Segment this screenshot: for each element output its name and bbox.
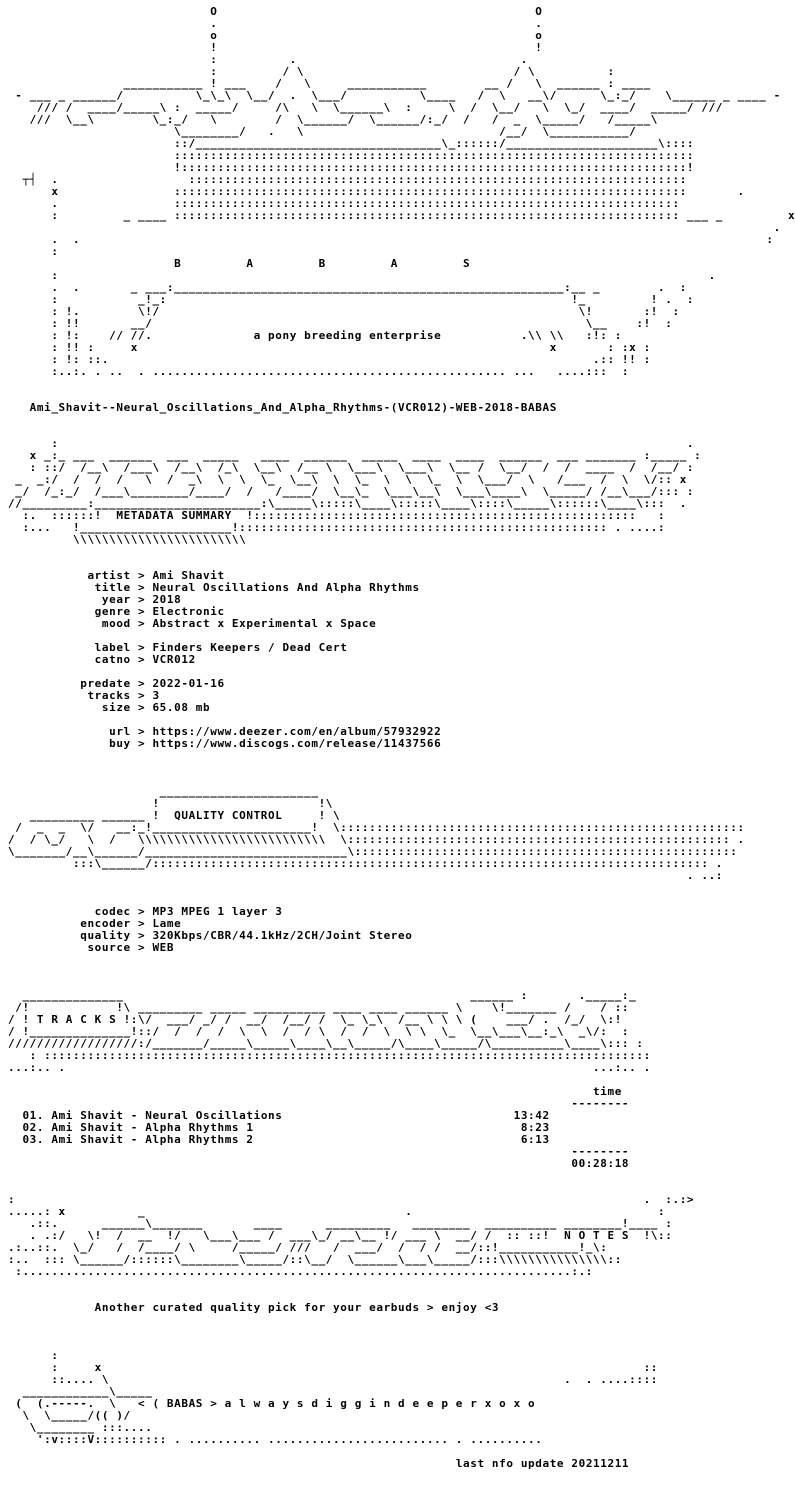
- meta-size-value: 65.08 mb: [152, 701, 211, 714]
- notes-heading-row: . .:/ \! / __ !/ \___\___ / ___\_/ __\__ !/ ___ \ __/ / :: ::! N O T E S !\::: [8, 1229, 673, 1242]
- track-time: 13:42: [513, 1109, 550, 1122]
- qc-encoder: encoder > Lame: [8, 917, 182, 930]
- track-number: 03.: [22, 1133, 45, 1146]
- track-name: Ami Shavit - Neural Oscillations: [51, 1109, 283, 1122]
- nfo-document: [8, 6, 795, 1470]
- footer-motto-row: ( (.-----. \ < ( BABAS > a l w a y s d i g g i n d e e p e r x o x o: [8, 1397, 536, 1410]
- metadata-banner-art: : . x _:_ ___ ______ ___ _____ ____ ______ _____ ____ ____ ______ ___ _______ :_____ : : ::/ /__\ /___\ /__\ /_\ \__\ /__ \ \___\ \___\ \__ / \__/ / / ____ / /__/ : _ _:/ / / / \ / _\ \ \ \_ \__\ \ \_ \ \ \_ \ \___/ \ /___ / \ \/:: x _/ /_:_/ /___\________/____/ / /____/ \__\_ \___\__\ \___\____\ \_____/ /__\___/::: : //_________:_______________________:\_____\:::::\____\:::::\____\::::\_____\::::::\____\::: .: [8, 437, 702, 510]
- meta-artist-value: Ami Shavit: [152, 569, 225, 582]
- meta-label: label > Finders Keepers / Dead Cert: [8, 641, 348, 654]
- tracks-total-rule: --------: [8, 1145, 630, 1158]
- tagline: a pony breeding enterprise: [253, 329, 442, 342]
- quality-heading-row: _________ ______ ! QUALITY CONTROL ! \: [8, 809, 341, 822]
- tracks-time-header: time: [593, 1085, 622, 1098]
- meta-predate: predate > 2022-01-16: [8, 677, 225, 690]
- release-name: Ami_Shavit--Neural_Oscillations_And_Alpha_Rhythms-(VCR012)-WEB-2018-BABAS: [29, 401, 557, 414]
- tracks-heading-row: / ! T R A C K S !:\/ ___/ _/ / __/ /__/ / \_ \_\ /__ \ \ \ ( ___/ . /_/ \:!: [8, 1013, 622, 1026]
- footer-motto: < ( BABAS > a l w a y s d i g g i n d e e p e r x o x o: [138, 1397, 536, 1410]
- tagline-row: : !: // //. a pony breeding enterprise .\\ \\ :!: :: [8, 329, 622, 342]
- meta-size: size > 65.08 mb: [8, 701, 211, 714]
- meta-catno-value: VCR012: [152, 653, 196, 666]
- meta-url-value: https://www.deezer.com/en/album/57932922: [152, 725, 442, 738]
- meta-mood: mood > Abstract x Experimental x Space: [8, 617, 377, 630]
- last-update: last nfo update 20211211: [455, 1457, 630, 1470]
- meta-genre-value: Electronic: [152, 605, 225, 618]
- meta-tracks-value: 3: [152, 689, 160, 702]
- notes-banner-art: .:..::. \_/ / /____/ \ /_____/ /// / ___/ / / / __/::!___________!_\: :.. ::: \______/::::::\________\_____/::\__/ \______\___\_____/:::\\\\\\\\\\\\\\\:: :............................................................................:.:: [8, 1241, 622, 1278]
- qc-codec-value: MP3 MPEG 1 layer 3: [152, 905, 283, 918]
- meta-predate-value: 2022-01-16: [152, 677, 225, 690]
- meta-catno: catno > VCR012: [8, 653, 196, 666]
- qc-quality: quality > 320Kbps/CBR/44.1kHz/2CH/Joint Stereo: [8, 929, 413, 942]
- meta-label-value: Finders Keepers / Dead Cert: [152, 641, 348, 654]
- track-number: 02.: [22, 1121, 45, 1134]
- qc-source-value: WEB: [152, 941, 175, 954]
- meta-title: title > Neural Oscillations And Alpha Rhythms: [8, 581, 420, 594]
- last-update-row: [8, 1458, 795, 1470]
- footer-art-bottom: \ \_____/(( )/ \________ :::.... ':v::::V:::::::::: . .......... ......................... . ..........: [22, 1409, 543, 1446]
- quality-heading: QUALITY CONTROL: [174, 809, 283, 822]
- tracks-heading: T R A C K S: [36, 1013, 117, 1026]
- meta-buy-value: https://www.discogs.com/release/11437566: [152, 737, 442, 750]
- tracks-time-rule: --------: [8, 1097, 630, 1110]
- metadata-heading: METADATA SUMMARY: [116, 509, 232, 522]
- metadata-heading-row: :. ::::::! METADATA SUMMARY !::::::::::::::::::::::::::::::::::::::::::::::::::::: :: [8, 509, 666, 522]
- notes-text-row: [8, 1302, 795, 1314]
- track-name: Ami Shavit - Alpha Rhythms 1: [51, 1121, 254, 1134]
- notes-text: Another curated quality pick for your earbuds > enjoy <3: [94, 1301, 500, 1314]
- group-letters: B A B A S: [174, 257, 471, 270]
- quality-banner-art: / _ _ \/ __:_!______________________! \:::::::::::::::::::::::::::::::::::::::::::::::::::::::: / / \_/ \ / \\\\\\\\\\\\\\\\\\\\\\\\\\ \::::::::::::::::::::::::::::::::::::::::::::::::::::: . \_______/__\______/____________________________\::::::::::::::::::::::::::::::::::::::::::::::::::::: :::\______/::::::::::::::::::::::::::::::::::::::::::::::::::::::::::::::::::::::::::::: . . ..:: [8, 821, 745, 882]
- meta-buy: buy > https://www.discogs.com/release/11437566: [8, 737, 442, 750]
- meta-title-value: Neural Oscillations And Alpha Rhythms: [152, 581, 420, 594]
- qc-codec: codec > MP3 MPEG 1 layer 3: [8, 905, 283, 918]
- qc-encoder-value: Lame: [152, 917, 182, 930]
- tracks-banner-art: / !______________!::/ / / / \ \ / / \ / / \ \ \ \_ \__\___\__:_\ _\/: : //////////////////:/_______/_____\_____\____\__\_____/\____\_____/\__________\____\::: : : :::::::::::::::::::::::::::::::::::::::::::::::::::::::::::::::::::::::::::::::::::: ...:.. . ...:.. .: [8, 1025, 651, 1074]
- track-name: Ami Shavit - Alpha Rhythms 2: [51, 1133, 254, 1146]
- meta-tracks: tracks > 3: [8, 689, 160, 702]
- ascii-frame-art: : . . . _ ___:______________________________________________________:__ _ . : : _!_: !_ ! . : : !. \!/ \! :! : : !! __/ \__ :! :: [51, 269, 716, 330]
- qc-source: source > WEB: [8, 941, 175, 954]
- track-number: 01.: [22, 1109, 45, 1122]
- notes-heading: N O T E S: [564, 1229, 630, 1242]
- ascii-logo-art: O O . . o o ! ! : . . : / \ / \ : ___________ ! ___ / \ ___________ __ / \ ______ : ____ - ___ _ ______/ \_\_\ \__/ . \___/ \____ / \ __\/ \_:_/ \______ _ ____ - /// / ____/_____\ : _____/ /\ \ \______\ : \ / \__/ \ \_/ ____/ _____/ /// /// \__\ \_:_/ \ / \______/ \______/:_/ / / _ \_____/ /_____\ \________/ . \ /__/ \___________/ ::/__________________________________\_::::::/_____________________\:::: :::::::::::::::::::::::::::::::::::::::::::::::::::::::::::::::::::::::: !::::::::::::::::::::::::::::::::::::::::::::::::::::::::::::::::::::::! ┬┤ . ::::::::::::::::::::::::::::::::::::::::::::::::::::::::::::::::::::: x ::::::::::::::::::::::::::::::::::::::::::::::::::::::::::::::::::::::: . . :::::::::::::::::::::::::::::::::::::::::::::::::::::::::::::::::::::: : _ ____ :::::::::::::::::::::::::::::::::::::::::::::::::::::::::::::::::::::: ___ _ x . . . : :: [15, 5, 795, 258]
- meta-year: year > 2018: [8, 593, 182, 606]
- track-time: 6:13: [520, 1133, 550, 1146]
- quality-banner-top: ______________________ ! !\: [152, 785, 334, 810]
- meta-genre: genre > Electronic: [8, 605, 225, 618]
- footer-art-top: : : x :: ::.... \ . . ....:::: ____________\_____: [22, 1349, 659, 1398]
- ascii-frame-bottom: : !! : x x : :x : : !: ::. .:: !! : :..:. . .. . ................................................. ... ....::: :: [51, 341, 651, 378]
- release-name-row: [8, 402, 795, 414]
- tracks-banner-top: ______________ ______ : ._____:_ /! !\ _________ _____ __________ ____ ____ ______ \ \!_______ / / ::: [15, 989, 637, 1014]
- meta-mood-value: Abstract x Experimental x Space: [152, 617, 377, 630]
- qc-quality-value: 320Kbps/CBR/44.1kHz/2CH/Joint Stereo: [152, 929, 413, 942]
- tracks-total-row: [8, 1158, 795, 1170]
- meta-url: url > https://www.deezer.com/en/album/57932922: [8, 725, 442, 738]
- notes-banner-top: : . :.:> .....: x _ . : .::. ______\_______ ____ _________ ________ __________ ________!____ :: [8, 1193, 695, 1230]
- track-time: 8:23: [520, 1121, 550, 1134]
- meta-year-value: 2018: [152, 593, 182, 606]
- tracks-total: 00:28:18: [571, 1157, 630, 1170]
- metadata-heading-underline: :... !_____________________!::::::::::::::::::::::::::::::::::::::::::::::::::: . ....: \\\\\\\\\\\\\\\\\\\\\\\\: [22, 521, 666, 546]
- meta-artist: artist > Ami Shavit: [8, 569, 225, 582]
